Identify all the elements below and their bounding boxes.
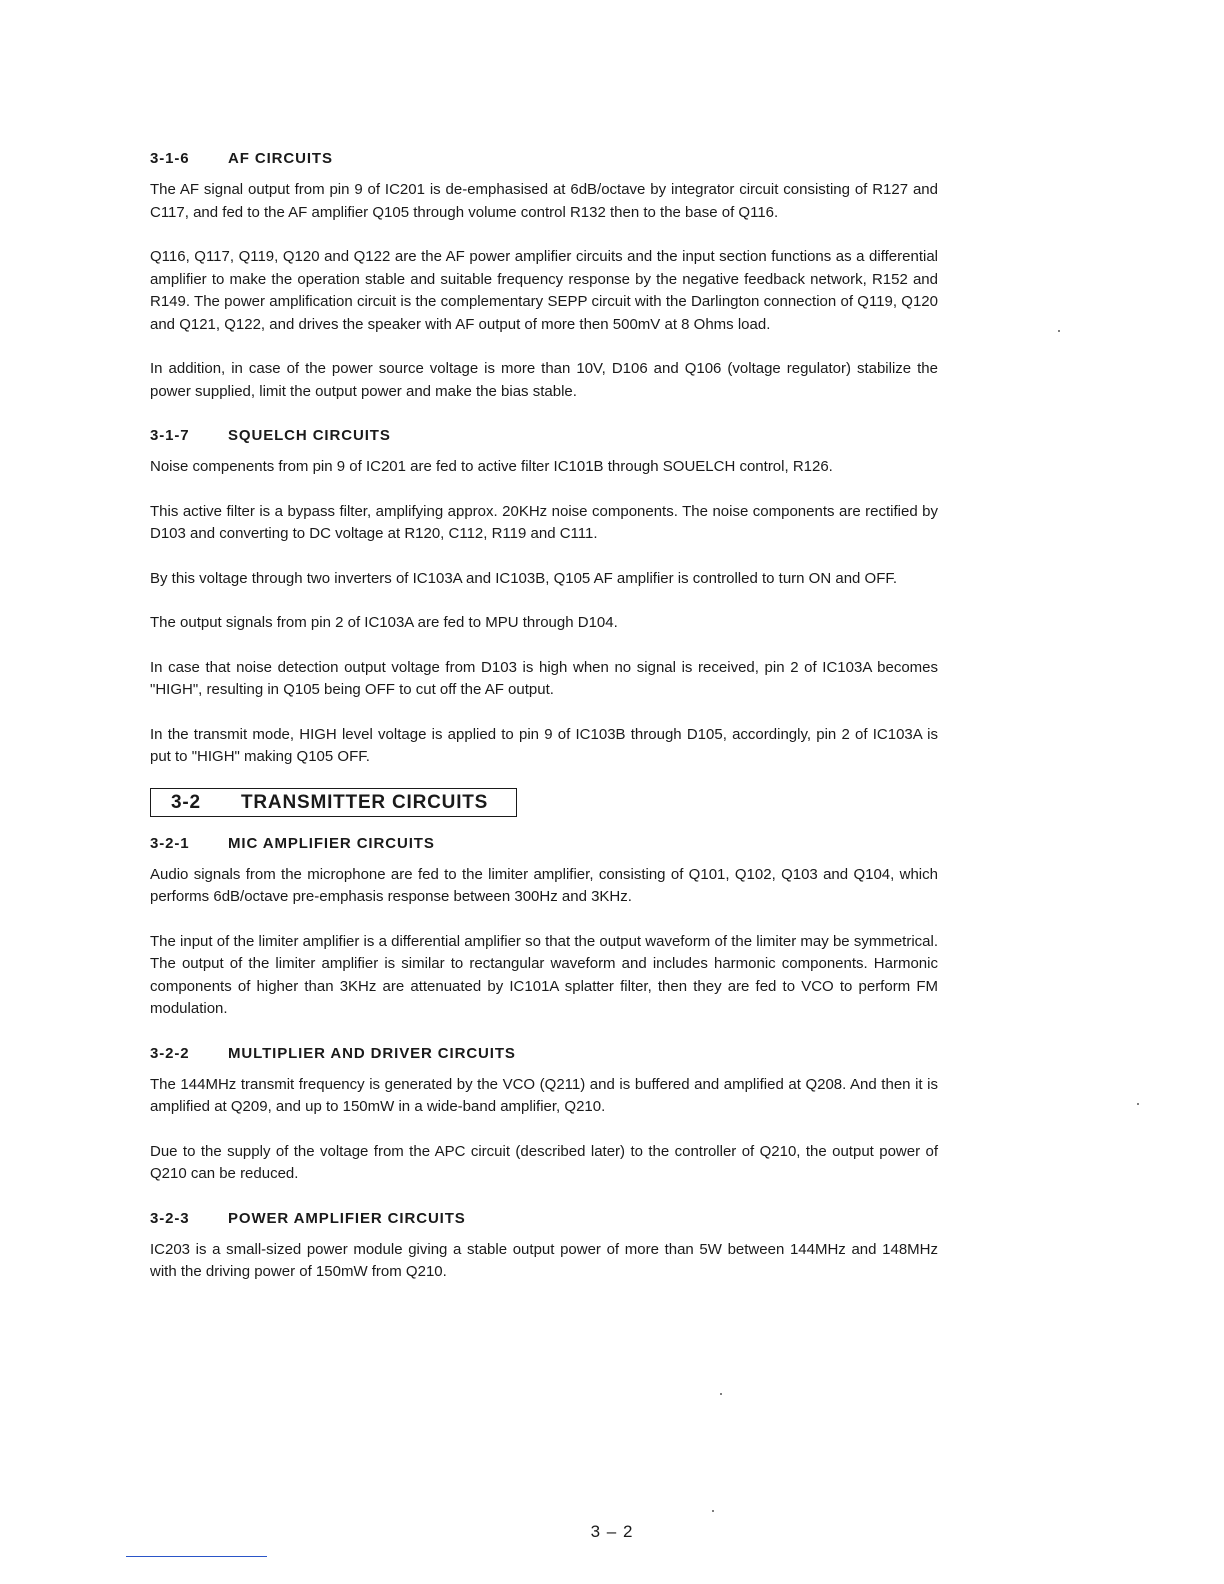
section-number: 3-2	[171, 791, 201, 813]
section-number: 3-1-7	[150, 427, 190, 444]
paragraph: In the transmit mode, HIGH level voltage is applied to pin 9 of IC103B through D105, accordingly, pin 2 of IC103A is put to "HIGH" making Q105 OFF.	[150, 725, 938, 765]
paragraph: Noise compenents from pin 9 of IC201 are fed to active filter IC101B through SOUELCH control, R126.	[150, 458, 833, 475]
section-number: 3-2-2	[150, 1044, 190, 1062]
section-heading-3-2-2	[150, 1043, 938, 1065]
paragraph: Q116, Q117, Q119, Q120 and Q122 are the AF power amplifier circuits and the input section functions as a differential amplifier to make the operation stable and suitable frequency response by the negative feedback network, R152 and R149. The power amplification circuit is the complementary SEPP circuit with the Darlington connection of Q119, Q120 and Q121, Q122, and drives the speaker with AF output of more then 500mV at 8 Ohms load.	[150, 248, 938, 333]
section-title: TRANSMITTER CIRCUITS	[241, 791, 489, 813]
section-title: SQUELCH CIRCUITS	[228, 427, 391, 444]
paragraph: Due to the supply of the voltage from the APC circuit (described later) to the controller of Q210, the output power of Q210 can be reduced.	[150, 1142, 938, 1182]
major-section-heading-3-2	[150, 788, 517, 817]
section-title: AF CIRCUITS	[228, 150, 333, 167]
section-heading-3-2-1	[150, 833, 938, 855]
scan-speck	[1058, 330, 1060, 332]
paragraph: Audio signals from the microphone are fed to the limiter amplifier, consisting of Q101, Q102, Q103 and Q104, which performs 6dB/octave pre-emphasis response between 300Hz and 3KHz.	[150, 865, 938, 905]
paragraph: The AF signal output from pin 9 of IC201 is de-emphasised at 6dB/octave by integrator circuit consisting of R127 and C117, and fed to the AF amplifier Q105 through volume control R132 then to the base of Q116.	[150, 181, 938, 221]
paragraph: This active filter is a bypass filter, amplifying approx. 20KHz noise components. The noise components are rectified by D103 and converting to DC voltage at R120, C112, R119 and C111.	[150, 502, 938, 542]
section-heading-3-2-3	[150, 1208, 938, 1230]
section-title: POWER AMPLIFIER CIRCUITS	[228, 1209, 466, 1227]
section-number: 3-1-6	[150, 150, 190, 167]
section-title: MULTIPLIER AND DRIVER CIRCUITS	[228, 1044, 516, 1062]
paragraph: The input of the limiter amplifier is a differential amplifier so that the output waveform of the limiter may be symmetrical. The output of the limiter amplifier is similar to rectangular waveform and includes harmonic components. Harmonic components of higher than 3KHz are attenuated by IC101A splatter filter, then they are fed to VCO to perform FM modulation.	[150, 932, 938, 1017]
section-title: MIC AMPLIFIER CIRCUITS	[228, 834, 435, 852]
footer-rule	[126, 1556, 267, 1557]
section-heading-3-1-7	[150, 425, 938, 447]
section-number: 3-2-1	[150, 834, 190, 852]
paragraph: In case that noise detection output voltage from D103 is high when no signal is received, pin 2 of IC103A becomes "HIGH", resulting in Q105 being OFF to cut off the AF output.	[150, 658, 938, 698]
paragraph: The output signals from pin 2 of IC103A are fed to MPU through D104.	[150, 614, 618, 631]
section-number: 3-2-3	[150, 1209, 190, 1227]
section-heading-3-1-6	[150, 148, 938, 170]
scan-speck	[712, 1510, 714, 1512]
page-number: 3 – 2	[590, 1522, 634, 1541]
paragraph: The 144MHz transmit frequency is generated by the VCO (Q211) and is buffered and amplified at Q208. And then it is amplified at Q209, and up to 150mW in a wide-band amplifier, Q210.	[150, 1075, 938, 1115]
document-body	[150, 148, 938, 1306]
paragraph: By this voltage through two inverters of IC103A and IC103B, Q105 AF amplifier is controlled to turn ON and OFF.	[150, 569, 898, 587]
paragraph: IC203 is a small-sized power module giving a stable output power of more than 5W between 144MHz and 148MHz with the driving power of 150mW from Q210.	[150, 1240, 938, 1280]
scan-speck	[1137, 1103, 1139, 1105]
paragraph: In addition, in case of the power source voltage is more than 10V, D106 and Q106 (voltage regulator) stabilize the power supplied, limit the output power and make the bias stable.	[150, 360, 938, 400]
scan-speck	[720, 1393, 722, 1395]
